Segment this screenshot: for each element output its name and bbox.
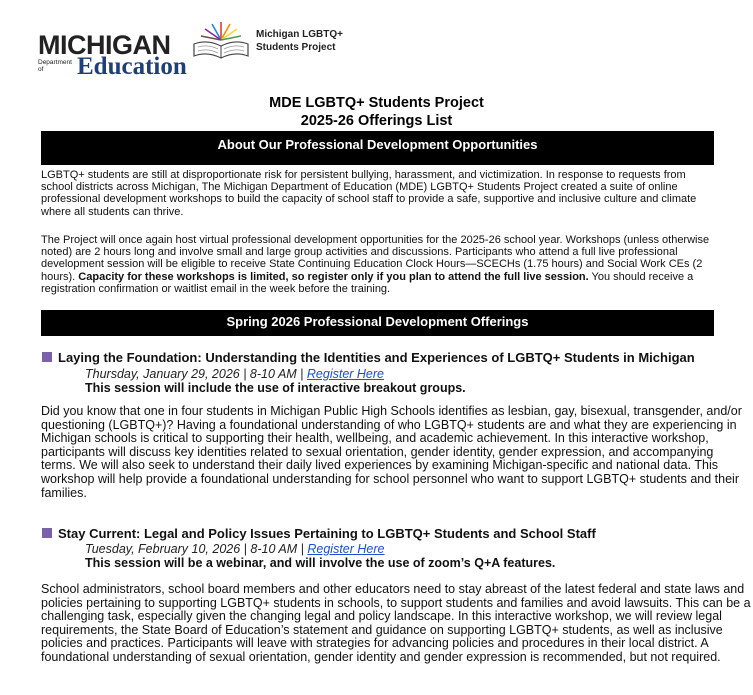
session-2-register-link[interactable]: Register Here [307, 542, 385, 556]
session-2-note: This session will be a webinar, and will involve the use of zoom’s Q+A features. [85, 556, 556, 570]
document-title-line1: MDE LGBTQ+ Students Project [269, 95, 484, 111]
mde-logo-department: Department of [38, 59, 72, 73]
session-2-description: School administrators, school board members and other educators need to stay abreast of the latest federal and state laws and policies pertaining to supporting LGBTQ+ students in schools, to support students and families and avoid lawsuits. This can be a challenging task, especially given the changing legal and policy landscape. In this interactive workshop, we will review legal requirements, the State Board of Education’s statement and guidance on supporting LGBTQ+ students, as well as inclusive policies and practices. Participants will leave with strategies for advancing policies and procedures in their local district. A foundational understanding of sexual orientation, gender identity and gender expression is recommended, but not required. [41, 582, 751, 664]
about-paragraph-2-end: You should receive a registration confirmation or waitlist email in the week before the training. [41, 270, 694, 295]
mde-logo [38, 22, 188, 82]
square-bullet-icon [42, 528, 52, 538]
session-2-title [42, 526, 596, 541]
session-1-register-link[interactable]: Register Here [306, 367, 385, 381]
session-1-title [42, 350, 695, 365]
about-paragraph-2-text: The Project will once again host virtual professional development opportunities for the 2025-26 school year. Workshops (unless otherwise noted) are 2 hours long and involve small and large group activities and discussions. Participants who attend a full live professional development session will be eligible to receive State Continuing Education Clock Hours—SCECHs (1.75 hours) and Social Work CEs (2 hours). [41, 234, 710, 283]
open-book-icon [190, 18, 252, 62]
document-title-line2: 2025-26 Offerings List [300, 113, 453, 129]
session-2-title-text: Stay Current: Legal and Policy Issues Pertaining to LGBTQ+ Students and School Staff [58, 526, 596, 541]
session-1-title-text: Laying the Foundation: Understanding the Identities and Experiences of LGBTQ+ Students in Michigan [58, 350, 695, 365]
mde-logo-education: Education [77, 53, 187, 80]
square-bullet-icon [42, 352, 52, 362]
mde-logo-michigan: MICHIGAN [38, 30, 171, 60]
session-1-note: This session will include the use of interactive breakout groups. [85, 381, 466, 395]
about-paragraph-2 [41, 234, 716, 295]
project-logo-line2: Students Project [256, 42, 336, 53]
project-logo-line1: Michigan LGBTQ+ [256, 29, 343, 40]
project-logo-text [256, 28, 343, 54]
session-1-description: Did you know that one in four students in Michigan Public High Schools identifies as lesbian, gay, bisexual, transgender, and/or questioning (LGBTQ+)? Having a foundational understanding of who LGBTQ+ students are and what they are experiencing in Michigan schools is critical to supporting their health, wellbeing, and academic achievement. In this interactive workshop, participants will discuss key identities related to sexual orientation, gender identity, gender expression, and accompanying terms. We will also seek to understand their daily lived experiences by examining Michigan-specific and national data. This workshop will help provide a foundational understanding for school personnel who want to support LGBTQ+ students and their families. [41, 404, 742, 500]
session-2-date-text: Tuesday, February 10, 2026 | 8-10 AM | [85, 542, 308, 556]
session-2-date [85, 542, 384, 556]
spring-offerings-heading [41, 310, 714, 336]
session-1-date [85, 367, 384, 381]
about-section-heading [41, 131, 714, 165]
about-paragraph-2-bold: Capacity for these workshops is limited, so register only if you plan to attend the full live session. [78, 270, 589, 283]
session-1-date-text: Thursday, January 29, 2026 | 8-10 AM | [85, 367, 307, 381]
document-header [0, 0, 753, 95]
about-paragraph-1: LGBTQ+ students are still at disproportionate risk for persistent bullying, harassment, and victimization. In response to requests from school districts across Michigan, The Michigan Department of Education (MDE) LGBTQ+ Students Project created a suite of online professional development workshops to build the capacity of school staff to provide a safe, supportive and inclusive culture and climate where all students can thrive. [41, 169, 697, 218]
about-heading-text: About Our Professional Development Opportunities [217, 137, 538, 152]
spring-heading-text: Spring 2026 Professional Development Offerings [226, 314, 529, 329]
